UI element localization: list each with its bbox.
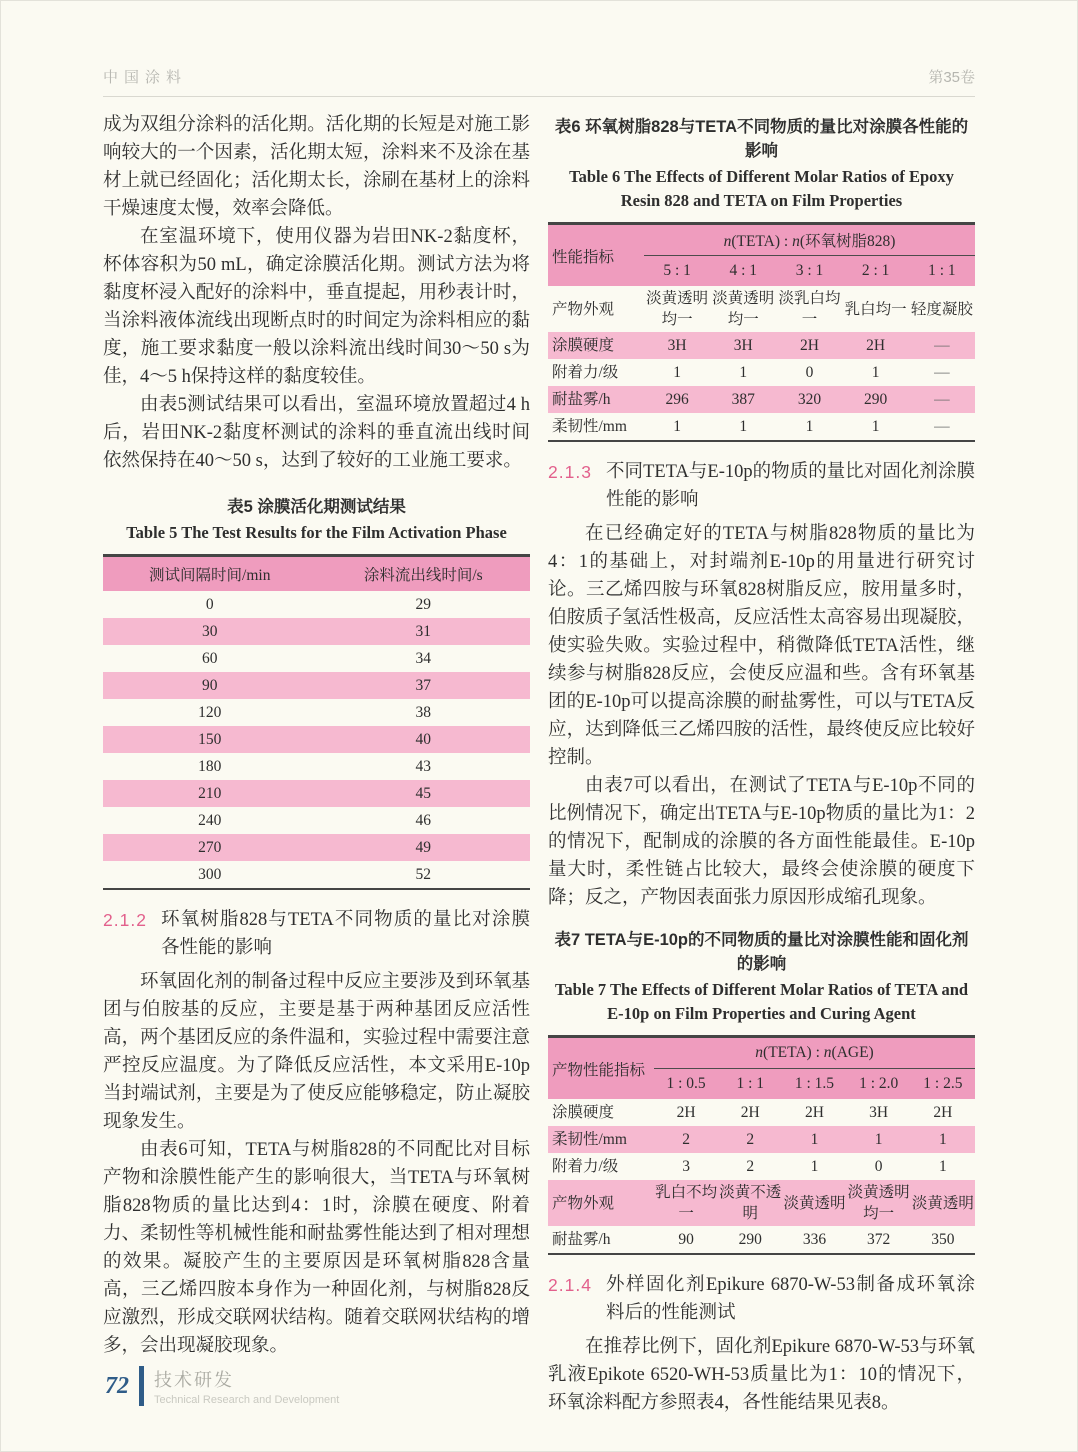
- section-heading-214: [548, 1271, 975, 1327]
- table-row: 270 49: [103, 834, 530, 861]
- paragraph: 在推荐比例下，固化剂Epikure 6870-W-53与环氧乳液Epikote 6520-WH-53质量比为1：10的情况下，环氧涂料配方参照表4，各性能结果见表8。: [548, 1337, 975, 1413]
- section-title: 不同TETA与E-10p的物质的量比对固化剂涂膜性能的影响: [606, 462, 975, 510]
- paragraph: 由表6可知，TETA与树脂828的不同配比对目标产物和涂膜性能产生的影响很大，当TETA与环氧树脂828物质的量比达到4：1时，涂膜在硬度、附着力、柔韧性等机械性能和耐盐雾性能达到了相对理想的效果。凝胶产生的主要原因是环氧树脂828含量高，三乙烯四胺本身作为一种固化剂，与树脂828反应激烈，形成交联网状结构。随着交联网状结构的增多，会出现凝胶现象。: [103, 1140, 530, 1356]
- table5-title-en: Table 5 The Test Results for the Film Activation Phase: [126, 523, 507, 542]
- ratio-header: 4 : 1: [710, 256, 776, 287]
- page-number: 72: [105, 1372, 129, 1399]
- table-row: 涂膜硬度 3H 3H 2H 2H —: [548, 332, 975, 359]
- table-row: 产物外观 乳白不均一 淡黄不透明 淡黄透明 淡黄透明均一 淡黄透明: [548, 1180, 975, 1226]
- table-row: 210 45: [103, 780, 530, 807]
- table6: [548, 222, 975, 442]
- section-number: 2.1.4: [548, 1275, 592, 1295]
- ratio-span-header: n(TETA) : n(AGE): [654, 1037, 975, 1069]
- table7: [548, 1035, 975, 1255]
- right-column: [548, 111, 975, 1417]
- paragraph: 环氧固化剂的制备过程中反应主要涉及到环氧基团与伯胺基的反应，主要是基于两种基团反应活性高，两个基团反应的条件温和，实验过程中需要注意严控反应温度。为了降低反应活性，本文采用E-10p当封端试剂，主要是为了使反应能够稳定，防止凝胶现象发生。: [103, 972, 530, 1132]
- page-footer: [103, 1366, 339, 1406]
- column-header: 测试间隔时间/min: [103, 556, 317, 592]
- table-header-row: [103, 556, 530, 592]
- table-row: 附着力/级 1 1 0 1 —: [552, 364, 950, 381]
- journal-name: 中国涂料: [103, 69, 188, 86]
- table-row: 300 52: [198, 865, 431, 883]
- table5: [103, 554, 530, 890]
- table-row: 涂膜硬度 2H 2H 2H 3H 2H: [552, 1104, 953, 1121]
- section-title: 外样固化剂Epikure 6870-W-53制备成环氧涂料后的性能测试: [606, 1275, 975, 1323]
- table-header-row: [548, 1037, 975, 1069]
- table-row: 柔韧性/mm 1 1 1 1 —: [552, 418, 950, 435]
- column-header: 涂料流出线时间/s: [317, 556, 531, 592]
- ratio-header: 1 : 2.5: [911, 1069, 975, 1100]
- footer-section-en: Technical Research and Development: [154, 1394, 340, 1406]
- table-header-row: [548, 224, 975, 256]
- table-row: 柔韧性/mm 2 2 1 1 1: [548, 1126, 975, 1153]
- paragraph: 由表5测试结果可以看出，室温环境放置超过4 h后，岩田NK-2黏度杯测试的涂料的垂直流出线时间依然保持在40～50 s，达到了较好的工业施工要求。: [103, 395, 530, 471]
- left-column: [103, 111, 530, 1417]
- ratio-header: 1 : 1: [718, 1069, 782, 1100]
- table-row: 30 31: [103, 618, 530, 645]
- table-row: 150 40: [103, 726, 530, 753]
- table-row: 附着力/级 3 2 1 0 1: [552, 1158, 947, 1175]
- table7-title-cn: 表7 TETA与E-10p的不同物质的量比对涂膜性能和固化剂的影响: [554, 931, 969, 973]
- table5-title-cn: 表5 涂膜活化期测试结果: [227, 498, 406, 516]
- section-number: 2.1.3: [548, 462, 592, 482]
- footer-divider-bar: [139, 1366, 144, 1406]
- ratio-header: 2 : 1: [843, 256, 909, 287]
- table-row: 120 38: [198, 703, 431, 721]
- paragraph: 在室温环境下，使用仪器为岩田NK-2黏度杯，杯体容积为50 mL，确定涂膜活化期。测试方法为将黏度杯浸入配好的涂料中，垂直提起，用秒表计时，当涂料液体流线出现断点时的时间定为涂料相应的黏度，施工要求黏度一般以涂料流出线时间30～50 s为佳，4～5 h保持这样的黏度较佳。: [103, 227, 530, 387]
- table6-title-en: Table 6 The Effects of Different Molar Ratios of Epoxy Resin 828 and TETA on Film Properties: [569, 167, 954, 210]
- table-row: 耐盐雾/h 90 290 336 372 350: [552, 1231, 955, 1248]
- column-header: 性能指标: [548, 224, 644, 287]
- ratio-header: 5 : 1: [644, 256, 710, 287]
- column-header: 产物性能指标: [548, 1037, 654, 1100]
- paragraph: 在已经确定好的TETA与树脂828物质的量比为4：1的基础上，对封端剂E-10p的用量进行研究讨论。三乙烯四胺与环氧828树脂反应，胺用量多时，伯胺质子氢活性极高，反应活性太高容易出现凝胶，使实验失败。实验过程中，稍微降低TETA活性，继续参与树脂828反应，会使反应温和些。含有环氧基团的E-10p可以提高涂膜的耐盐雾性，可以与TETA反应，达到降低三乙烯四胺的活性，最终使反应比较好控制。: [548, 524, 975, 768]
- ratio-header: 1 : 2.0: [847, 1069, 911, 1100]
- table6-title-cn: 表6 环氧树脂828与TETA不同物质的量比对涂膜各性能的影响: [554, 118, 969, 160]
- ratio-span-header: n(TETA) : n(环氧树脂828): [644, 224, 975, 256]
- section-heading-213: [548, 458, 975, 514]
- table7-title-en: Table 7 The Effects of Different Molar Ratios of TETA and E-10p on Film Properties and Curing Agent: [554, 980, 969, 1023]
- paper-page: [103, 66, 975, 1417]
- ratio-header: 3 : 1: [776, 256, 842, 287]
- two-column-layout: [103, 111, 975, 1417]
- table-row: 180 43: [198, 757, 431, 775]
- paragraph: 成为双组分涂料的活化期。活化期的长短是对施工影响较大的一个因素，活化期太短，涂料来不及涂在基材上就已经固化；活化期太长，涂刷在基材上的涂料干燥速度太慢，效率会降低。: [103, 115, 530, 219]
- ratio-header: 1 : 0.5: [654, 1069, 718, 1100]
- table-row: 产物外观 淡黄透明均一 淡黄透明均一 淡乳白均一 乳白均一 轻度凝胶: [552, 290, 973, 328]
- table-row: 60 34: [202, 649, 431, 667]
- section-heading-212: [103, 906, 530, 962]
- section-number: 2.1.2: [103, 910, 147, 930]
- running-head: [103, 66, 975, 97]
- table-row: 耐盐雾/h 296 387 320 290 —: [548, 386, 975, 413]
- table-row: 90 37: [103, 672, 530, 699]
- footer-section-cn: 技术研发: [154, 1370, 234, 1390]
- table-row: 0 29: [205, 595, 431, 613]
- ratio-header: 1 : 1: [909, 256, 975, 287]
- volume-label: 第35卷: [928, 69, 975, 86]
- section-title: 环氧树脂828与TETA不同物质的量比对涂膜各性能的影响: [161, 910, 530, 958]
- ratio-header: 1 : 1.5: [782, 1069, 846, 1100]
- table-row: 240 46: [198, 811, 431, 829]
- paragraph: 由表7可以看出，在测试了TETA与E-10p不同的比例情况下，确定出TETA与E-10p物质的量比为1：2的情况下，配制成的涂膜的各方面性能最佳。E-10p量大时，柔性链占比较大，最终会使涂膜的硬度下降；反之，产物因表面张力原因形成缩孔现象。: [548, 776, 975, 908]
